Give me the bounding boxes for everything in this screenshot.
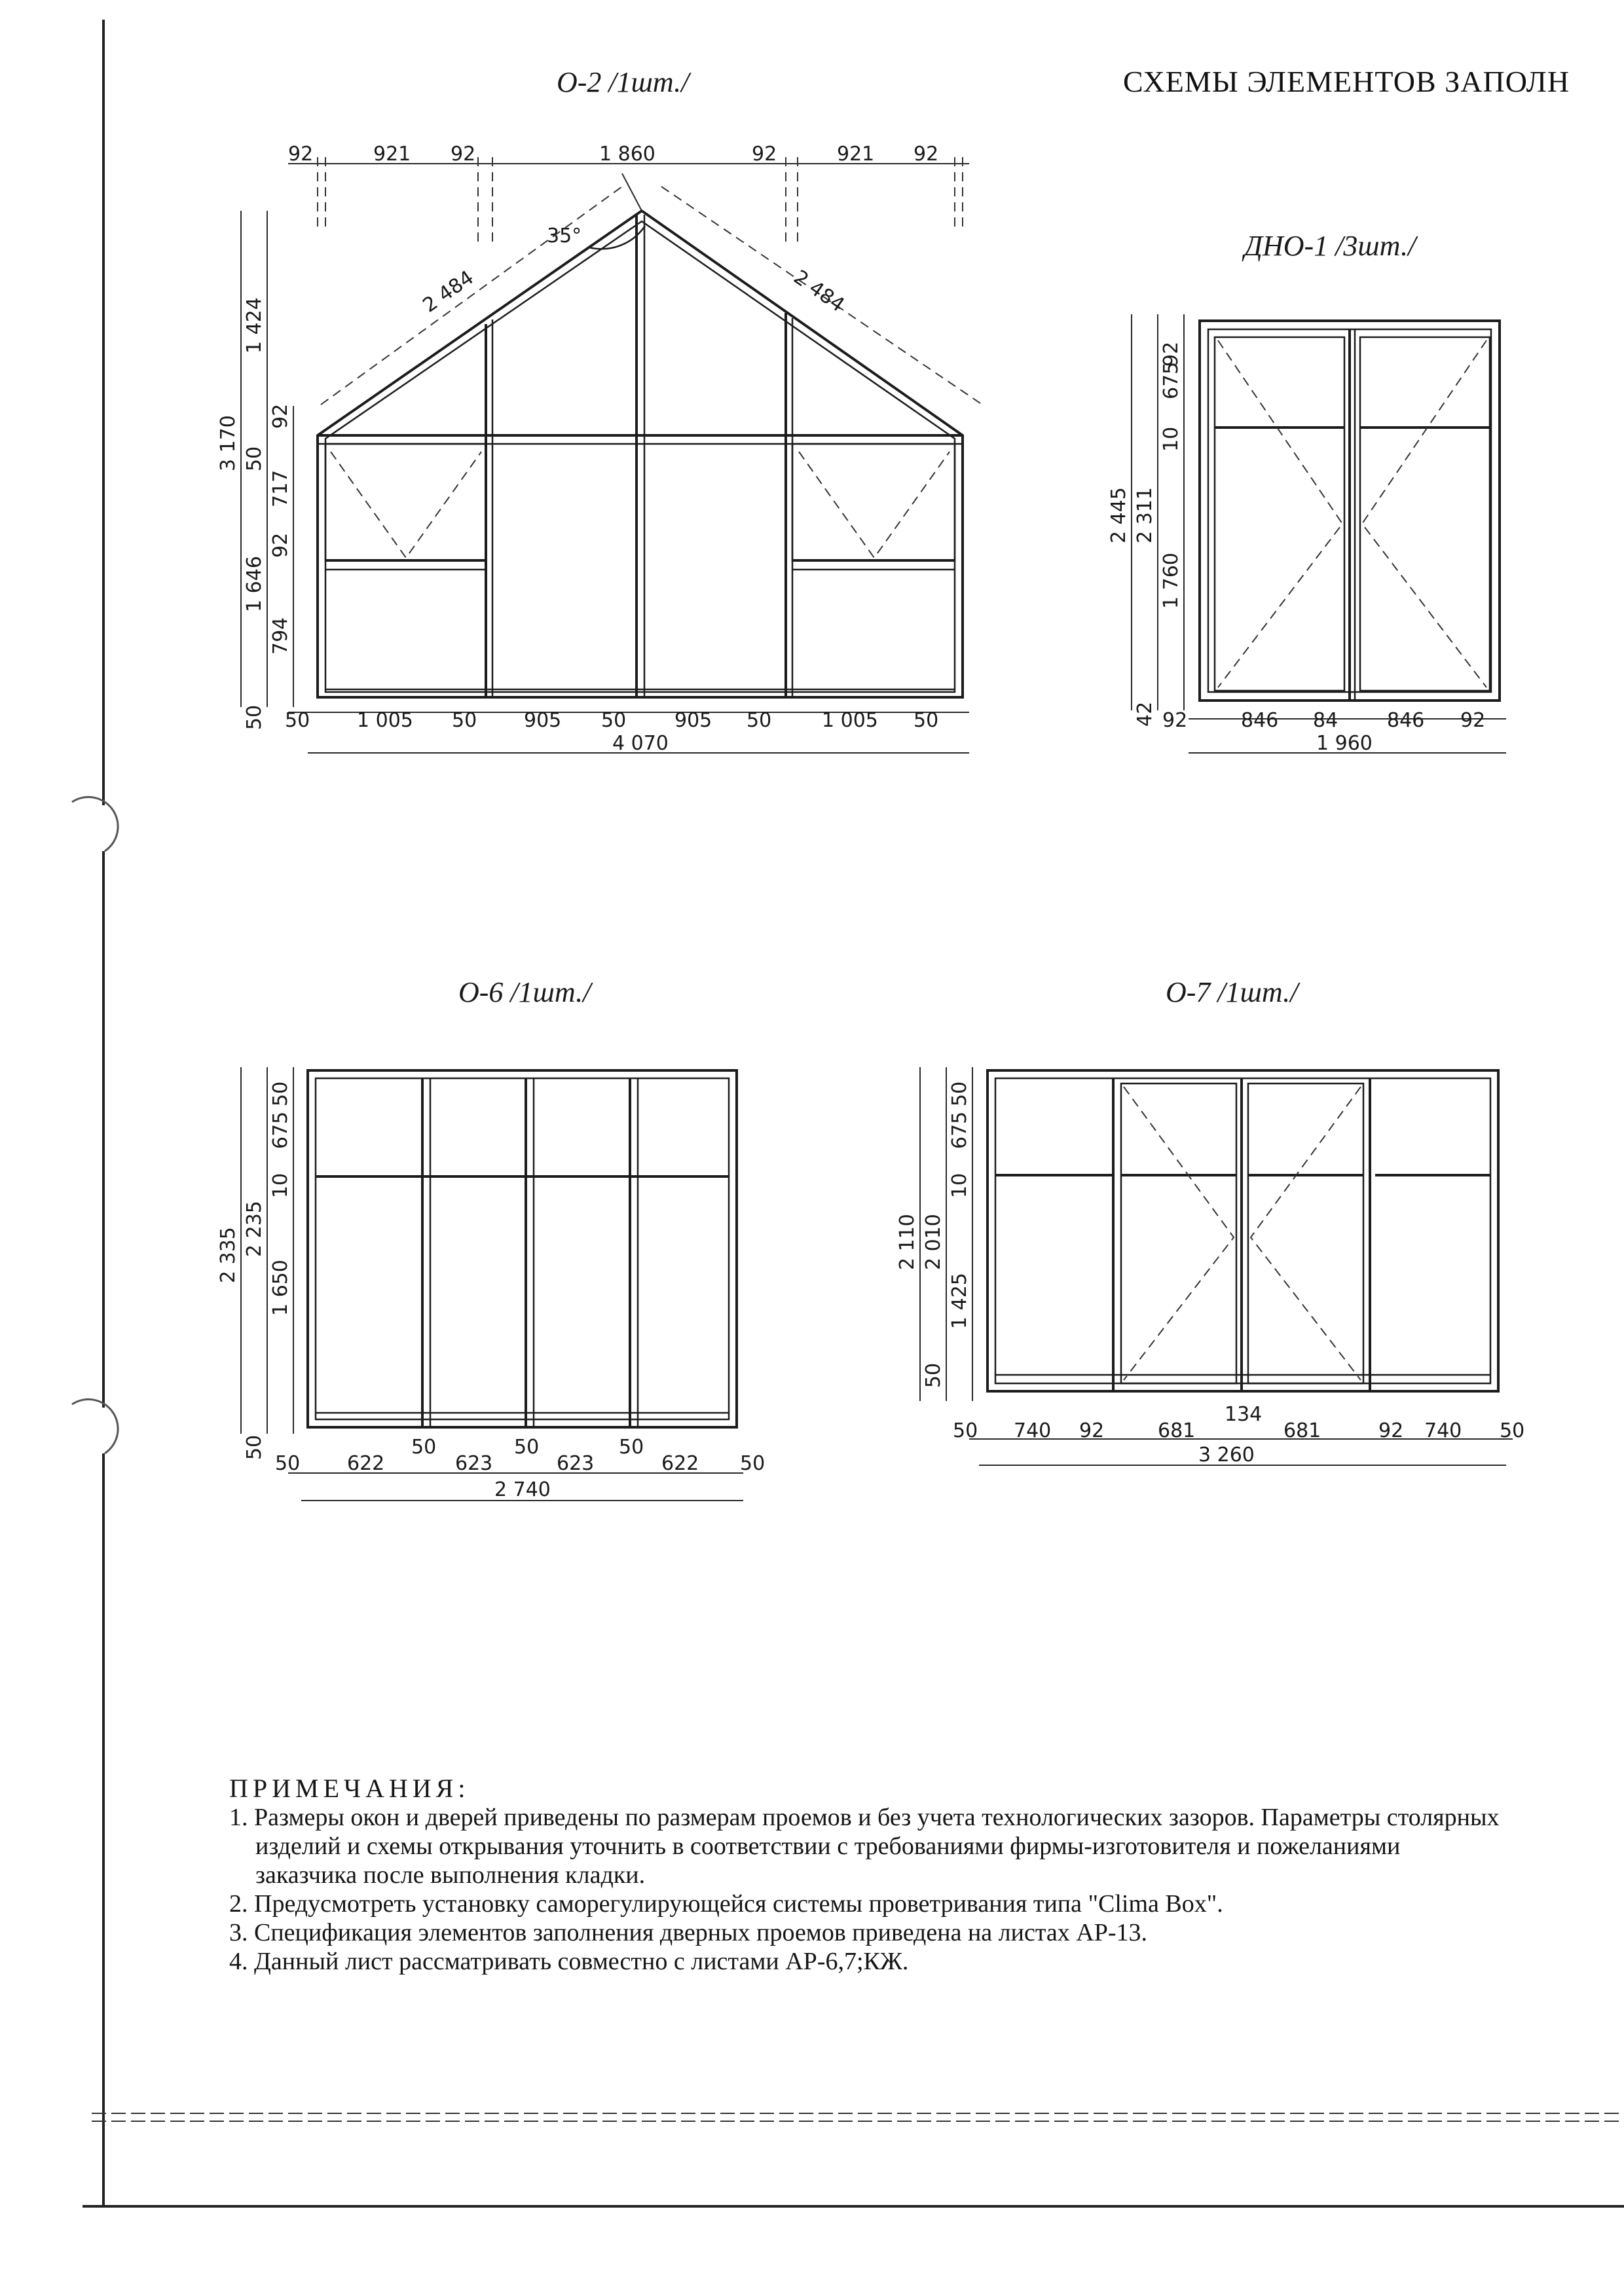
o6-bottom-dim-6: 50 [740,1452,766,1475]
o2-outline [318,211,963,697]
o7-left-outer-1: 2 110 [896,1214,919,1270]
o2-left-inner-7: 50 [243,704,266,730]
o2-bottom-dim-4: 905 [524,709,562,732]
o7-bottom-dim-6: 92 [1378,1419,1404,1442]
o6-left-inner-2: 675 [269,1111,292,1149]
dno1-bottom-dim-3: 84 [1313,709,1338,732]
o2-top-dim-7: 92 [913,143,939,166]
o2-slope-dim-left [321,187,622,405]
o2-left-inner-2: 50 [243,446,266,471]
dno1-bottom-dim-1: 92 [1162,709,1188,732]
o2-top-dim-5: 92 [752,143,777,166]
dno1-total-width: 1 960 [1316,732,1373,755]
o6-left-outer-1: 2 335 [217,1227,240,1283]
dno1-title: ДНО-1 /3шт./ [1244,230,1416,262]
o6-total-width: 2 740 [494,1478,551,1501]
o7-bottom-dim-8: 50 [1500,1419,1525,1442]
o7-total-width: 3 260 [1198,1444,1255,1467]
o2-slope-left: 2 484 [418,266,478,318]
o2-left-vent-opening [331,452,481,558]
o7-left-opening [1124,1087,1234,1380]
o2-outline-inner [325,221,955,692]
dno1-left-inner-5: 42 [1134,701,1156,727]
o6-bottom-dim-1: 50 [275,1452,301,1475]
dno1-left-opening [1218,340,1342,687]
o6-outline-inner [316,1078,729,1419]
dno1-left-inner-2: 675 [1160,361,1183,399]
o2-bottom-dim-7: 50 [747,709,772,732]
notes-heading: ПРИМЕЧАНИЯ: [229,1774,470,1803]
o7-left-inner-4: 1 425 [948,1273,971,1329]
o2-slope-right: 2 484 [789,265,849,317]
dno1-left-inner-1: 92 [1160,341,1183,367]
o7-bottom-dim-7: 740 [1424,1419,1462,1442]
window-o2 [217,66,982,755]
o2-left-outer-2: 1 646 [243,556,266,612]
window-o6 [217,976,765,1501]
dno1-bottom-dim-5: 92 [1460,709,1486,732]
o2-bottom-dim-9: 50 [913,709,939,732]
o7-left-inner-5: 50 [922,1362,945,1388]
o7-left-inner-2: 675 [948,1111,971,1149]
o7-leaf-right [1248,1084,1363,1383]
o2-left-vent [325,444,486,560]
note-item-1: 1. Размеры окон и дверей приведены по размерам проемов и без учета технологических зазоров. Параметры столярных изделий и схемы открывания уточнить в соответствии с требованиями фирмы-изготовителя и пожеланиями заказчика после выполнения кладки. [229,1804,1500,1889]
o2-bottom-dim-6: 905 [674,709,712,732]
punch-hole-top [72,797,118,851]
o7-bottom-dim-1: 50 [953,1419,978,1442]
dno1-leaf-right [1360,337,1490,691]
o7-bottom-dim-5: 681 [1283,1419,1321,1442]
dno1-right-opening [1362,340,1486,687]
o6-bottom-dim-4: 623 [557,1452,595,1475]
o2-left-inner-4: 717 [269,469,292,507]
o6-bottom-dim-5: 622 [661,1452,699,1475]
o6-left-inner-1: 50 [269,1081,292,1106]
o6-bottom-dim-3: 623 [455,1452,493,1475]
o2-bottom-dim-1: 50 [285,709,310,732]
o6-bottom-top-1: 50 [411,1436,437,1459]
dno1-left-inner-4: 1 760 [1160,553,1183,609]
o7-bottom-dim-3: 92 [1079,1419,1105,1442]
o2-top-dim-1: 92 [288,143,314,166]
o7-left-inner-1: 50 [948,1081,971,1106]
o2-top-dim-3: 92 [451,143,476,166]
o7-leaf-left [1121,1084,1236,1383]
note-item-4: 4. Данный лист рассматривать совместно с листами АР-6,7;КЖ. [229,1948,909,1975]
note-item-3: 3. Спецификация элементов заполнения дверных проемов приведена на листах АР-13. [229,1919,1147,1946]
o2-bottom-dim-5: 50 [601,709,627,732]
o2-top-dim-4: 1 860 [599,143,655,166]
dno1-left-outer-2: 2 311 [1134,487,1156,543]
o7-bottom-dim-2: 740 [1014,1419,1052,1442]
o7-mid-dim: 134 [1225,1403,1263,1426]
o6-bottom-dim-2: 622 [347,1452,385,1475]
o2-left-outer-1: 3 170 [217,415,240,471]
o2-top-dim-6: 921 [837,143,875,166]
o2-angle-label: 35° [547,225,582,247]
o2-bottom-dim-2: 1 005 [357,709,413,732]
o2-title: О-2 /1шт./ [557,66,690,98]
o2-total-width: 4 070 [612,732,669,755]
o6-title: О-6 /1шт./ [458,976,591,1008]
o2-bottom-dim-3: 50 [452,709,477,732]
o6-left-outer-2: 2 235 [243,1201,266,1257]
o6-bottom-top-2: 50 [514,1436,540,1459]
o6-left-inner-5: 50 [243,1434,266,1460]
o6-left-inner-4: 1 650 [269,1260,292,1316]
o2-right-vent-opening [799,452,950,558]
o2-apex-leader [622,173,642,211]
o2-top-dim-2: 921 [373,143,411,166]
o7-left-inner-3: 10 [948,1173,971,1198]
o2-left-inner-1: 1 424 [243,297,266,354]
door-dno1 [1107,230,1506,755]
o6-left-inner-3: 10 [269,1173,292,1198]
o7-left-outer-2: 2 010 [922,1214,945,1270]
o2-right-vent [792,444,955,560]
o2-left-inner-5: 92 [269,532,292,558]
o2-left-inner-3: 92 [269,403,292,429]
dno1-left-outer-1: 2 445 [1107,487,1130,543]
o7-title: О-7 /1шт./ [1166,976,1299,1008]
notes-block [229,1774,1506,1976]
o6-outline [308,1070,737,1427]
o2-left-inner-6: 794 [269,617,292,655]
o2-bottom-dim-8: 1 005 [822,709,878,732]
dno1-leaf-left [1215,337,1344,691]
dno1-left-inner-3: 10 [1160,426,1183,452]
o7-bottom-dim-4: 681 [1158,1419,1196,1442]
dno1-bottom-dim-2: 846 [1241,709,1279,732]
punch-hole-bottom [72,1399,118,1453]
o2-top-ticks [318,157,963,242]
o7-right-opening [1251,1087,1361,1380]
o6-bottom-top-3: 50 [619,1436,644,1459]
sheet-title: СХЕМЫ ЭЛЕМЕНТОВ ЗАПОЛН [1123,65,1570,98]
window-o7 [896,976,1524,1467]
note-item-2: 2. Предусмотреть установку саморегулирующейся системы проветривания типа "Clima Box". [229,1890,1223,1918]
dno1-bottom-dim-4: 846 [1387,709,1425,732]
